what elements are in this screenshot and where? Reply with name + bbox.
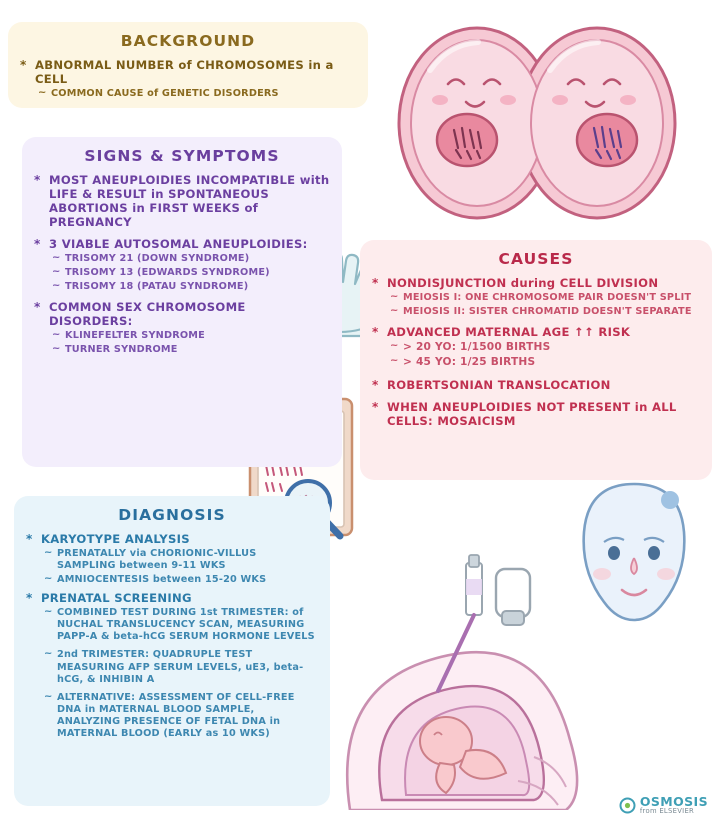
list-item-label: ROBERTSONIAN TRANSLOCATION	[387, 377, 611, 392]
tilde-bullet-icon: ~	[38, 87, 47, 99]
osmosis-mark-icon	[619, 797, 636, 814]
list-item-label: TRISOMY 18 (PATAU SYNDROME)	[65, 280, 249, 292]
list-item	[49, 253, 330, 265]
list-item	[49, 344, 330, 356]
asterisk-bullet-icon: *	[20, 58, 27, 72]
asterisk-bullet-icon: *	[372, 325, 379, 340]
list-item-label: PRENATALLY via CHORIONIC-VILLUS SAMPLING between 9-11 WKS	[57, 548, 257, 572]
list-item-label: PRENATAL SCREENING	[41, 591, 192, 606]
karyotype-analysis-sublist	[41, 548, 318, 586]
tilde-bullet-icon: ~	[390, 291, 399, 303]
list-item-label: COMBINED TEST DURING 1st TRIMESTER: of NUCHAL TRANSLUCENCY SCAN, MEASURING PAPP-A & beta-hCG SERUM HORMONE LEVELS	[57, 607, 315, 643]
list-item	[41, 574, 318, 586]
list-item	[34, 300, 330, 356]
list-item	[41, 649, 318, 685]
list-item	[35, 88, 356, 100]
tilde-bullet-icon: ~	[44, 573, 53, 585]
list-item	[372, 378, 700, 392]
tilde-bullet-icon: ~	[390, 340, 399, 352]
sex-chromosome-disorders-sublist	[49, 330, 330, 356]
maternal-age-sublist	[387, 341, 700, 369]
tilde-bullet-icon: ~	[52, 265, 61, 277]
list-item-label: MEIOSIS I: ONE CHROMOSOME PAIR DOESN'T SPLIT	[403, 292, 692, 304]
list-item-label: ALTERNATIVE: ASSESSMENT OF CELL-FREE DNA in MATERNAL BLOOD SAMPLE, ANALYZING PRESENCE OF FETAL DNA in MATERNAL BLOOD (EARLY as 10 WKS)	[57, 691, 295, 739]
list-item-label: AMNIOCENTESIS between 15-20 WKS	[57, 574, 267, 586]
list-item-label: 3 VIABLE AUTOSOMAL ANEUPLOIDIES:	[49, 236, 308, 251]
dividing-cell-illustration	[372, 18, 702, 233]
autosomal-aneuploidies-sublist	[49, 253, 330, 293]
asterisk-bullet-icon: *	[372, 377, 379, 392]
list-item	[41, 548, 318, 572]
list-item-label: ABNORMAL NUMBER of CHROMOSOMES in a CELL	[35, 58, 334, 87]
list-item	[372, 400, 700, 428]
list-item-label: TRISOMY 13 (EDWARDS SYNDROME)	[65, 266, 270, 278]
list-item-label: KLINEFELTER SYNDROME	[65, 330, 205, 342]
list-item-label: > 20 YO: 1/1500 BIRTHS	[403, 341, 551, 354]
list-item	[20, 58, 356, 100]
list-item	[372, 325, 700, 369]
list-item-label: TRISOMY 21 (DOWN SYNDROME)	[65, 252, 250, 264]
list-item	[41, 607, 318, 643]
list-item-label: MOST ANEUPLOIDIES INCOMPATIBLE with LIFE & RESULT in SPONTANEOUS ABORTIONS in FIRST WEEKS of PREGNANCY	[49, 173, 330, 230]
list-item	[387, 356, 700, 369]
tilde-bullet-icon: ~	[52, 329, 61, 341]
asterisk-bullet-icon: *	[34, 173, 41, 187]
causes-title: CAUSES	[498, 250, 574, 268]
causes-card	[360, 240, 712, 480]
list-item-label: COMMON SEX CHROMOSOME DISORDERS:	[49, 299, 246, 328]
list-item	[49, 281, 330, 293]
prenatal-screening-sublist	[41, 607, 318, 739]
tilde-bullet-icon: ~	[44, 648, 53, 660]
list-item	[387, 341, 700, 354]
tilde-bullet-icon: ~	[44, 606, 53, 618]
list-item	[372, 276, 700, 318]
list-item-label: WHEN ANEUPLOIDIES NOT PRESENT in ALL CELLS: MOSAICISM	[387, 399, 677, 428]
diagnosis-card	[14, 496, 330, 806]
background-sublist	[35, 88, 356, 100]
list-item-label: COMMON CAUSE of GENETIC DISORDERS	[51, 88, 279, 100]
background-title: BACKGROUND	[120, 32, 256, 50]
logo-name: OSMOSIS	[639, 793, 708, 809]
asterisk-bullet-icon: *	[34, 299, 41, 314]
list-item	[34, 237, 330, 293]
logo-subtitle: from ELSEVIER	[639, 807, 695, 816]
list-item-label: NONDISJUNCTION during CELL DIVISION	[387, 276, 659, 290]
tilde-bullet-icon: ~	[52, 251, 61, 263]
tilde-bullet-icon: ~	[44, 690, 53, 702]
asterisk-bullet-icon: *	[34, 236, 41, 251]
list-item-label: 2nd TRIMESTER: QUADRUPLE TEST MEASURING AFP SERUM LEVELS, uE3, beta-hCG, & INHIBIN A	[57, 649, 304, 685]
amniocentesis-illustration	[320, 545, 590, 810]
tilde-bullet-icon: ~	[52, 343, 61, 355]
asterisk-bullet-icon: *	[26, 532, 33, 546]
list-item	[41, 692, 318, 740]
background-card	[8, 22, 368, 108]
tilde-bullet-icon: ~	[44, 547, 53, 559]
list-item	[49, 267, 330, 279]
tilde-bullet-icon: ~	[390, 305, 399, 317]
list-item	[387, 306, 700, 318]
tilde-bullet-icon: ~	[52, 279, 61, 291]
list-item-label: ADVANCED MATERNAL AGE ↑↑ RISK	[387, 325, 631, 340]
asterisk-bullet-icon: *	[26, 591, 33, 606]
list-item	[49, 330, 330, 342]
background-list	[20, 58, 356, 100]
signs-symptoms-list	[34, 173, 330, 356]
list-item	[387, 292, 700, 304]
osmosis-logo	[619, 793, 708, 816]
list-item	[26, 591, 318, 739]
tilde-bullet-icon: ~	[390, 355, 399, 367]
signs-symptoms-title: SIGNS & SYMPTOMS	[84, 147, 280, 165]
list-item-label: KARYOTYPE ANALYSIS	[41, 532, 190, 546]
nondisjunction-sublist	[387, 292, 700, 318]
asterisk-bullet-icon: *	[372, 276, 379, 290]
diagnosis-title: DIAGNOSIS	[118, 506, 226, 524]
list-item	[34, 173, 330, 230]
list-item-label: TURNER SYNDROME	[65, 344, 178, 356]
causes-list	[372, 276, 700, 428]
signs-symptoms-card	[22, 137, 342, 467]
list-item-label: MEIOSIS II: SISTER CHROMATID DOESN'T SEPARATE	[403, 306, 692, 318]
list-item	[26, 532, 318, 586]
list-item-label: > 45 YO: 1/25 BIRTHS	[403, 356, 536, 369]
asterisk-bullet-icon: *	[372, 399, 379, 414]
diagnosis-list	[26, 532, 318, 740]
